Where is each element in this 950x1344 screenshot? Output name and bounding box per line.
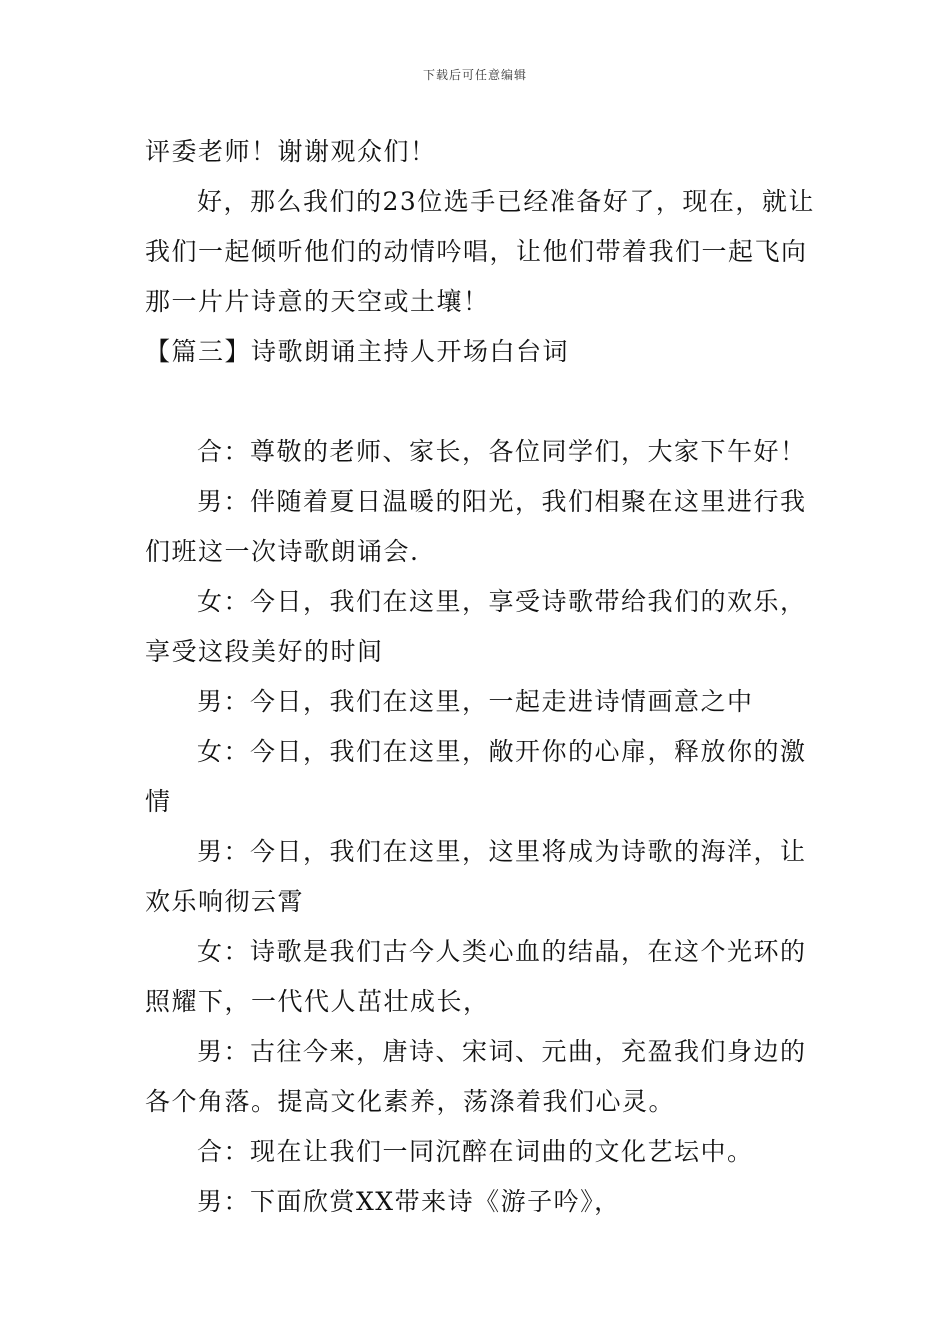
document-body (145, 127, 815, 1227)
text-line: 们班这一次诗歌朗诵会. (145, 537, 420, 566)
text-line: 那一片片诗意的天空或土壤！ (145, 287, 490, 316)
section-heading: 【篇三】诗歌朗诵主持人开场白台词 (145, 337, 570, 366)
paragraph-line: 男：伴随着夏日温暖的阳光，我们相聚在这里进行我 (197, 487, 807, 516)
paragraph-line: 好，那么我们的23位选手已经准备好了，现在，就让 (197, 187, 815, 216)
paragraph-line: 合：尊敬的老师、家长，各位同学们，大家下午好！ (197, 437, 807, 466)
page-header: 下载后可任意编辑 (422, 68, 527, 82)
paragraph-line: 男：古往今来，唐诗、宋词、元曲，充盈我们身边的 (197, 1037, 807, 1066)
text-line: 欢乐响彻云霄 (145, 887, 305, 916)
text-line: 评委老师！谢谢观众们！ (145, 137, 437, 166)
text-line: 享受这段美好的时间 (145, 637, 384, 666)
text-line: 我们一起倾听他们的动情吟唱，让他们带着我们一起飞向 (145, 237, 808, 266)
text-line: 情 (145, 787, 172, 816)
paragraph-line: 女：今日，我们在这里，享受诗歌带给我们的欢乐， (197, 587, 807, 616)
text-line: 照耀下，一代代人茁壮成长， (145, 987, 490, 1016)
blank-line (145, 377, 809, 427)
paragraph-line: 女：今日，我们在这里，敞开你的心扉，释放你的激 (197, 737, 807, 766)
paragraph-line: 合：现在让我们一同沉醉在词曲的文化艺坛中。 (197, 1137, 754, 1166)
paragraph-line: 男：今日，我们在这里，这里将成为诗歌的海洋，让 (197, 837, 807, 866)
paragraph-line: 男：下面欣赏XX带来诗《游子吟》， (197, 1187, 621, 1216)
paragraph-line: 男：今日，我们在这里，一起走进诗情画意之中 (197, 687, 754, 716)
paragraph-line: 女：诗歌是我们古今人类心血的结晶，在这个光环的 (197, 937, 807, 966)
text-line: 各个角落。提高文化素养，荡涤着我们心灵。 (145, 1087, 676, 1116)
